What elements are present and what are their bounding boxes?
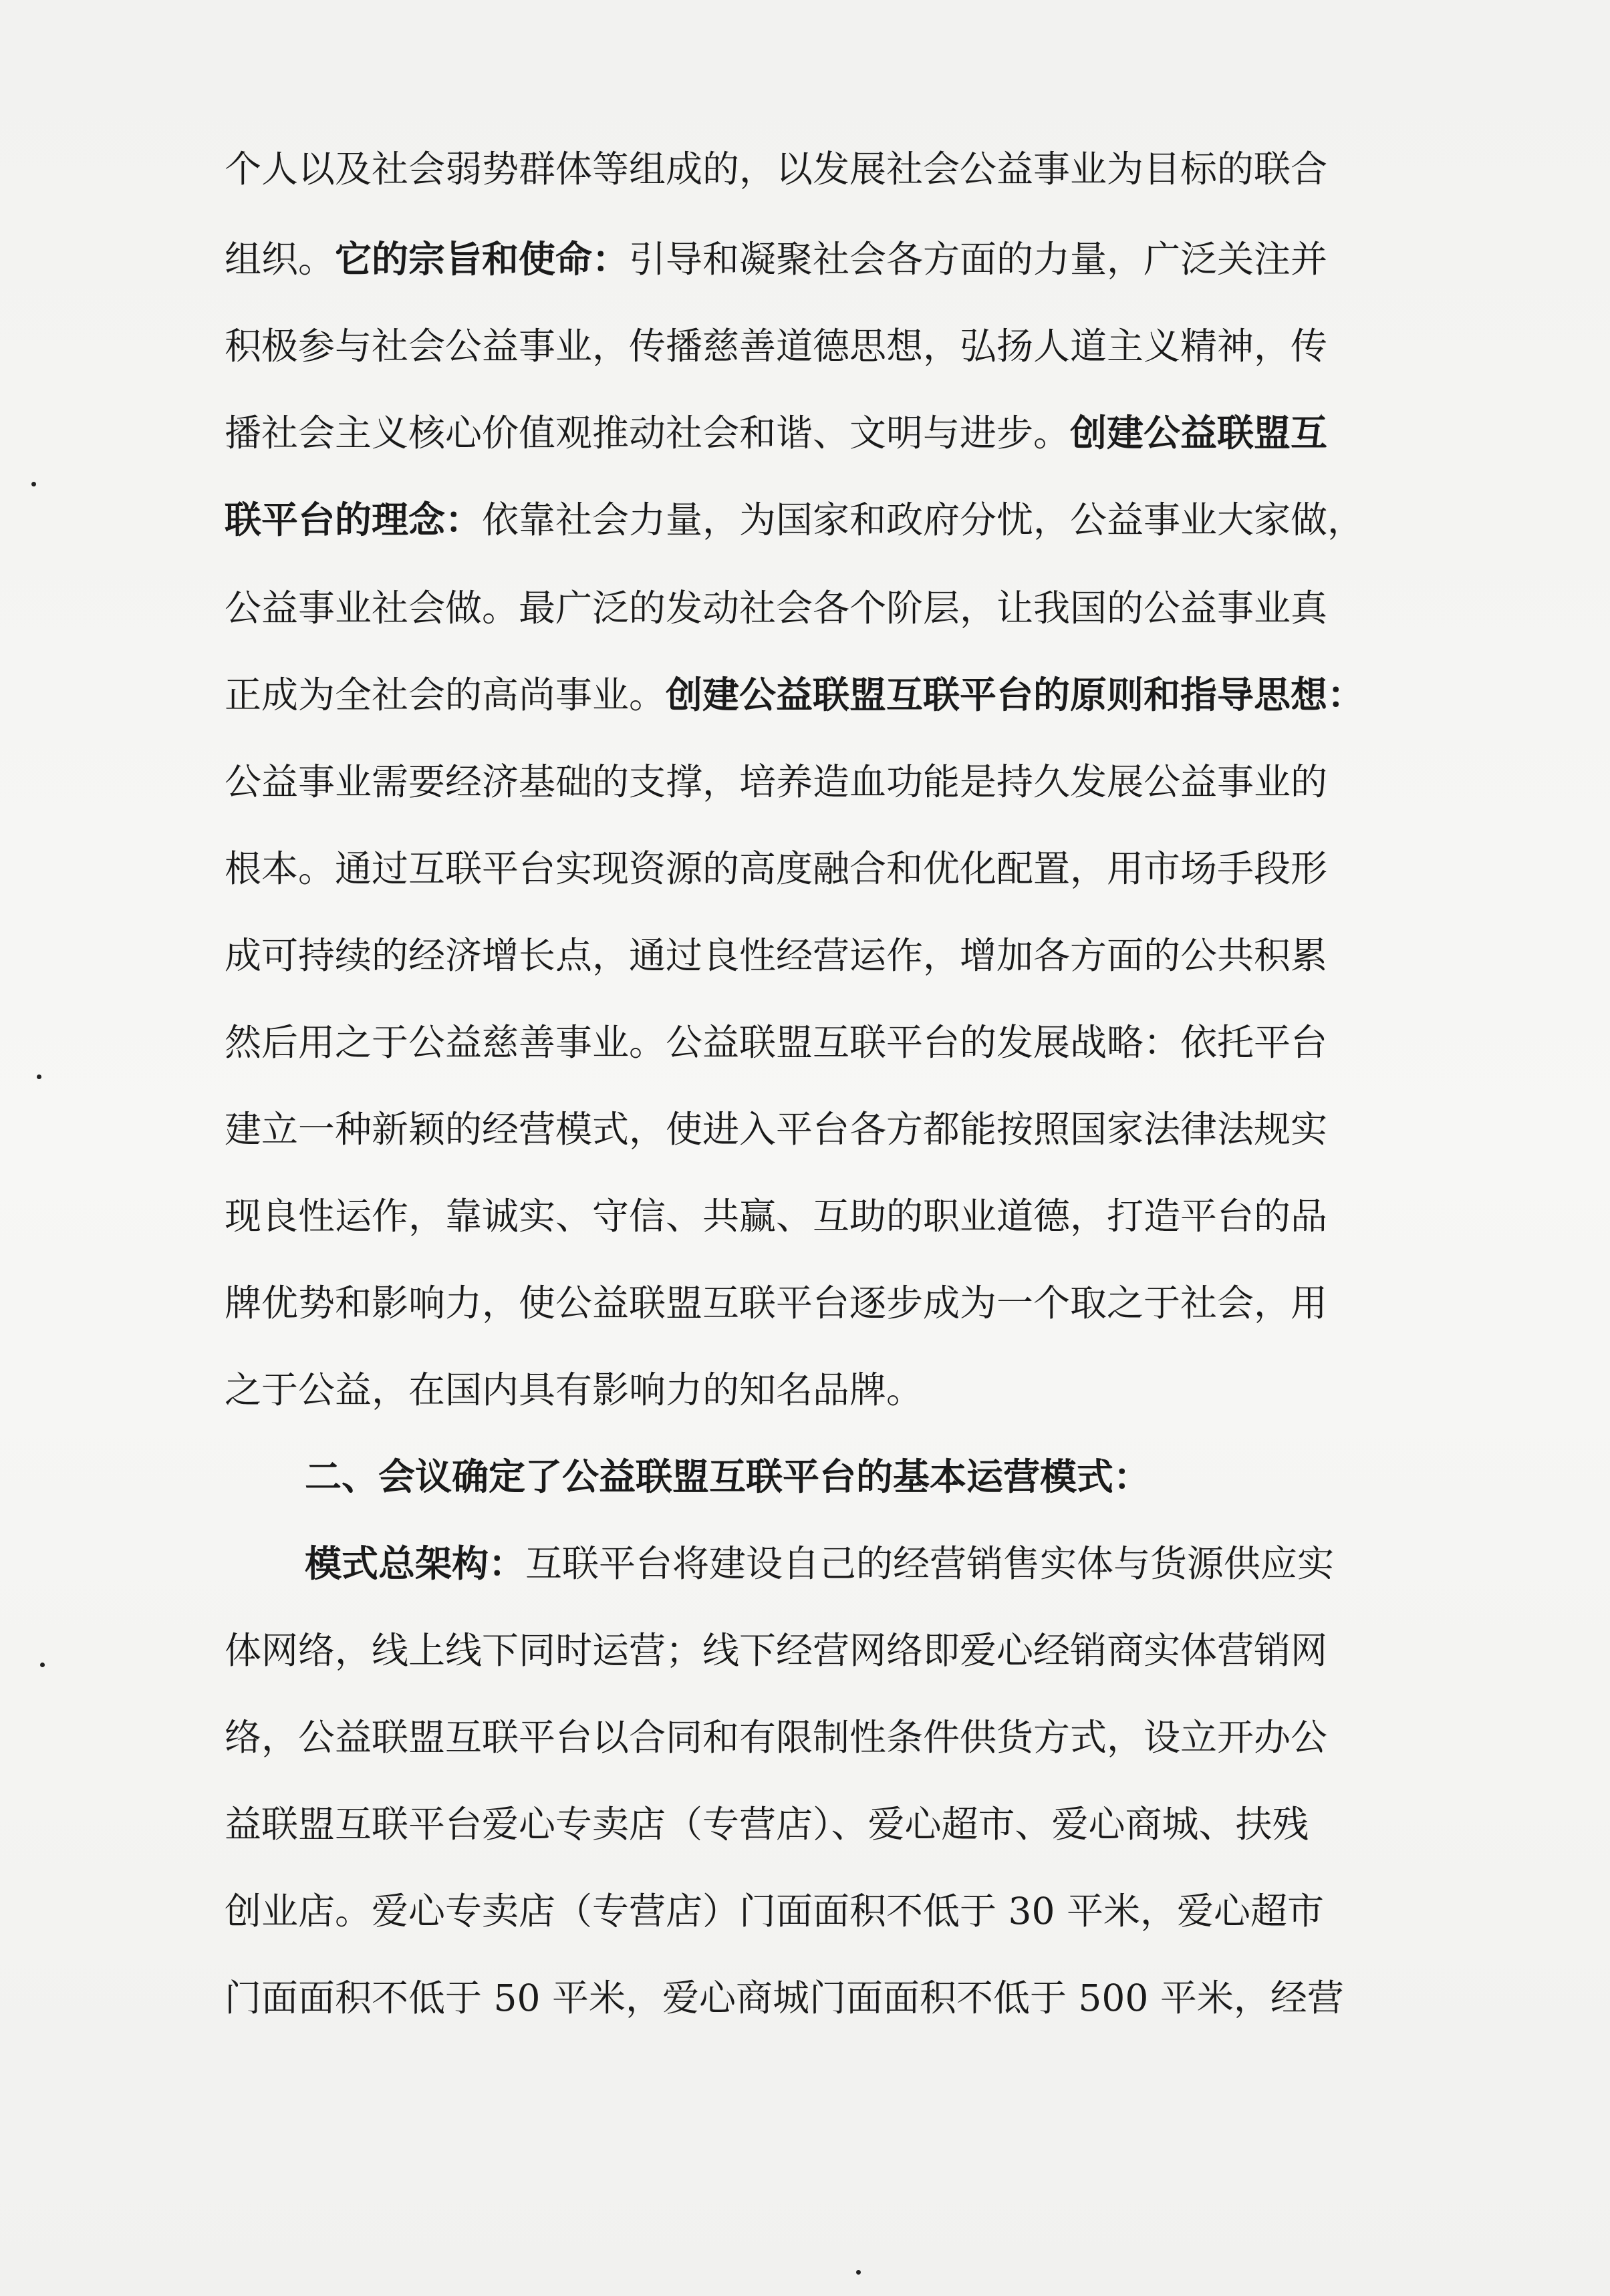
body-text: 体网络，线上线下同时运营；线下经营网络即爱心经销商实体营销网: [225, 1629, 1328, 1672]
bold-heading-text: 创建公益联盟互联平台的原则和指导思想：: [666, 673, 1365, 716]
text-line: [225, 406, 1374, 460]
text-line: [225, 1363, 1374, 1417]
body-text: 播社会主义核心价值观推动社会和谐、文明与进步。: [225, 412, 1071, 454]
text-line: [225, 1971, 1374, 2025]
text-line: [225, 1624, 1374, 1677]
bold-heading-text: 模式总架构：: [305, 1542, 526, 1585]
text-line: [305, 1537, 1374, 1590]
text-line: [225, 493, 1374, 547]
text-line: [225, 1884, 1374, 1938]
body-text: 现良性运作，靠诚实、守信、共赢、互助的职业道德，打造平台的品: [225, 1195, 1328, 1238]
scan-speck: [40, 1663, 45, 1667]
text-line: [225, 1276, 1374, 1330]
body-text: 依靠社会力量，为国家和政府分忧，公益事业大家做，: [482, 498, 1365, 541]
body-text: 益联盟互联平台爱心专卖店（专营店）、爱心超市、爱心商城、扶残: [225, 1803, 1309, 1846]
body-text: 建立一种新颖的经营模式，使进入平台各方都能按照国家法律法规实: [225, 1108, 1328, 1151]
text-line: [225, 842, 1374, 895]
text-line: [225, 1103, 1374, 1156]
text-line: [225, 142, 1374, 196]
body-text: 牌优势和影响力，使公益联盟互联平台逐步成为一个取之于社会，用: [225, 1282, 1328, 1324]
body-text: 然后用之于公益慈善事业。公益联盟互联平台的发展战略：依托平台: [225, 1021, 1328, 1064]
bold-heading-text: 联平台的理念：: [225, 498, 483, 541]
body-text: 个人以及社会弱势群体等组成的，以发展社会公益事业为目标的联合: [225, 148, 1328, 190]
body-text: 正成为全社会的高尚事业。: [225, 674, 666, 716]
body-text: 引导和凝聚社会各方面的力量，广泛关注并: [629, 238, 1328, 281]
body-text: 门面面积不低于 50 平米，爱心商城门面面积不低于 500 平米，经营: [225, 1977, 1344, 2019]
body-text: 互联平台将建设自己的经营销售实体与货源供应实: [525, 1542, 1335, 1585]
text-line: [225, 319, 1374, 373]
text-line: [225, 1711, 1374, 1764]
body-text: 公益事业社会做。最广泛的发动社会各个阶层，让我国的公益事业真: [225, 587, 1328, 629]
bold-heading-text: 二、会议确定了公益联盟互联平台的基本运营模式：: [305, 1455, 1151, 1498]
text-line: [225, 755, 1374, 809]
body-text: 之于公益，在国内具有影响力的知名品牌。: [225, 1369, 924, 1411]
body-text: 组织。: [225, 238, 336, 281]
body-text: 公益事业需要经济基础的支撑，培养造血功能是持久发展公益事业的: [225, 760, 1328, 803]
text-line: [225, 668, 1374, 722]
body-text: 创业店。爱心专卖店（专营店）门面面积不低于 30 平米，爱心超市: [225, 1890, 1324, 1932]
text-line: [225, 233, 1374, 286]
body-text: 成可持续的经济增长点，通过良性经营运作，增加各方面的公共积累: [225, 934, 1328, 977]
scan-speck: [856, 2270, 861, 2275]
text-line: [225, 1016, 1374, 1069]
scan-speck: [37, 1074, 41, 1079]
bold-heading-text: 创建公益联盟互: [1070, 411, 1328, 454]
text-line: [305, 1450, 1374, 1503]
text-line: [225, 1798, 1374, 1851]
text-line: [225, 1189, 1374, 1243]
body-text: 络，公益联盟互联平台以合同和有限制性条件供货方式，设立开办公: [225, 1716, 1328, 1759]
text-line: [225, 581, 1374, 635]
text-line: [225, 929, 1374, 982]
body-text: 积极参与社会公益事业，传播慈善道德思想，弘扬人道主义精神，传: [225, 325, 1328, 368]
bold-heading-text: 它的宗旨和使命：: [335, 237, 630, 281]
scan-speck: [31, 482, 36, 486]
body-text: 根本。通过互联平台实现资源的高度融合和优化配置，用市场手段形: [225, 847, 1328, 890]
